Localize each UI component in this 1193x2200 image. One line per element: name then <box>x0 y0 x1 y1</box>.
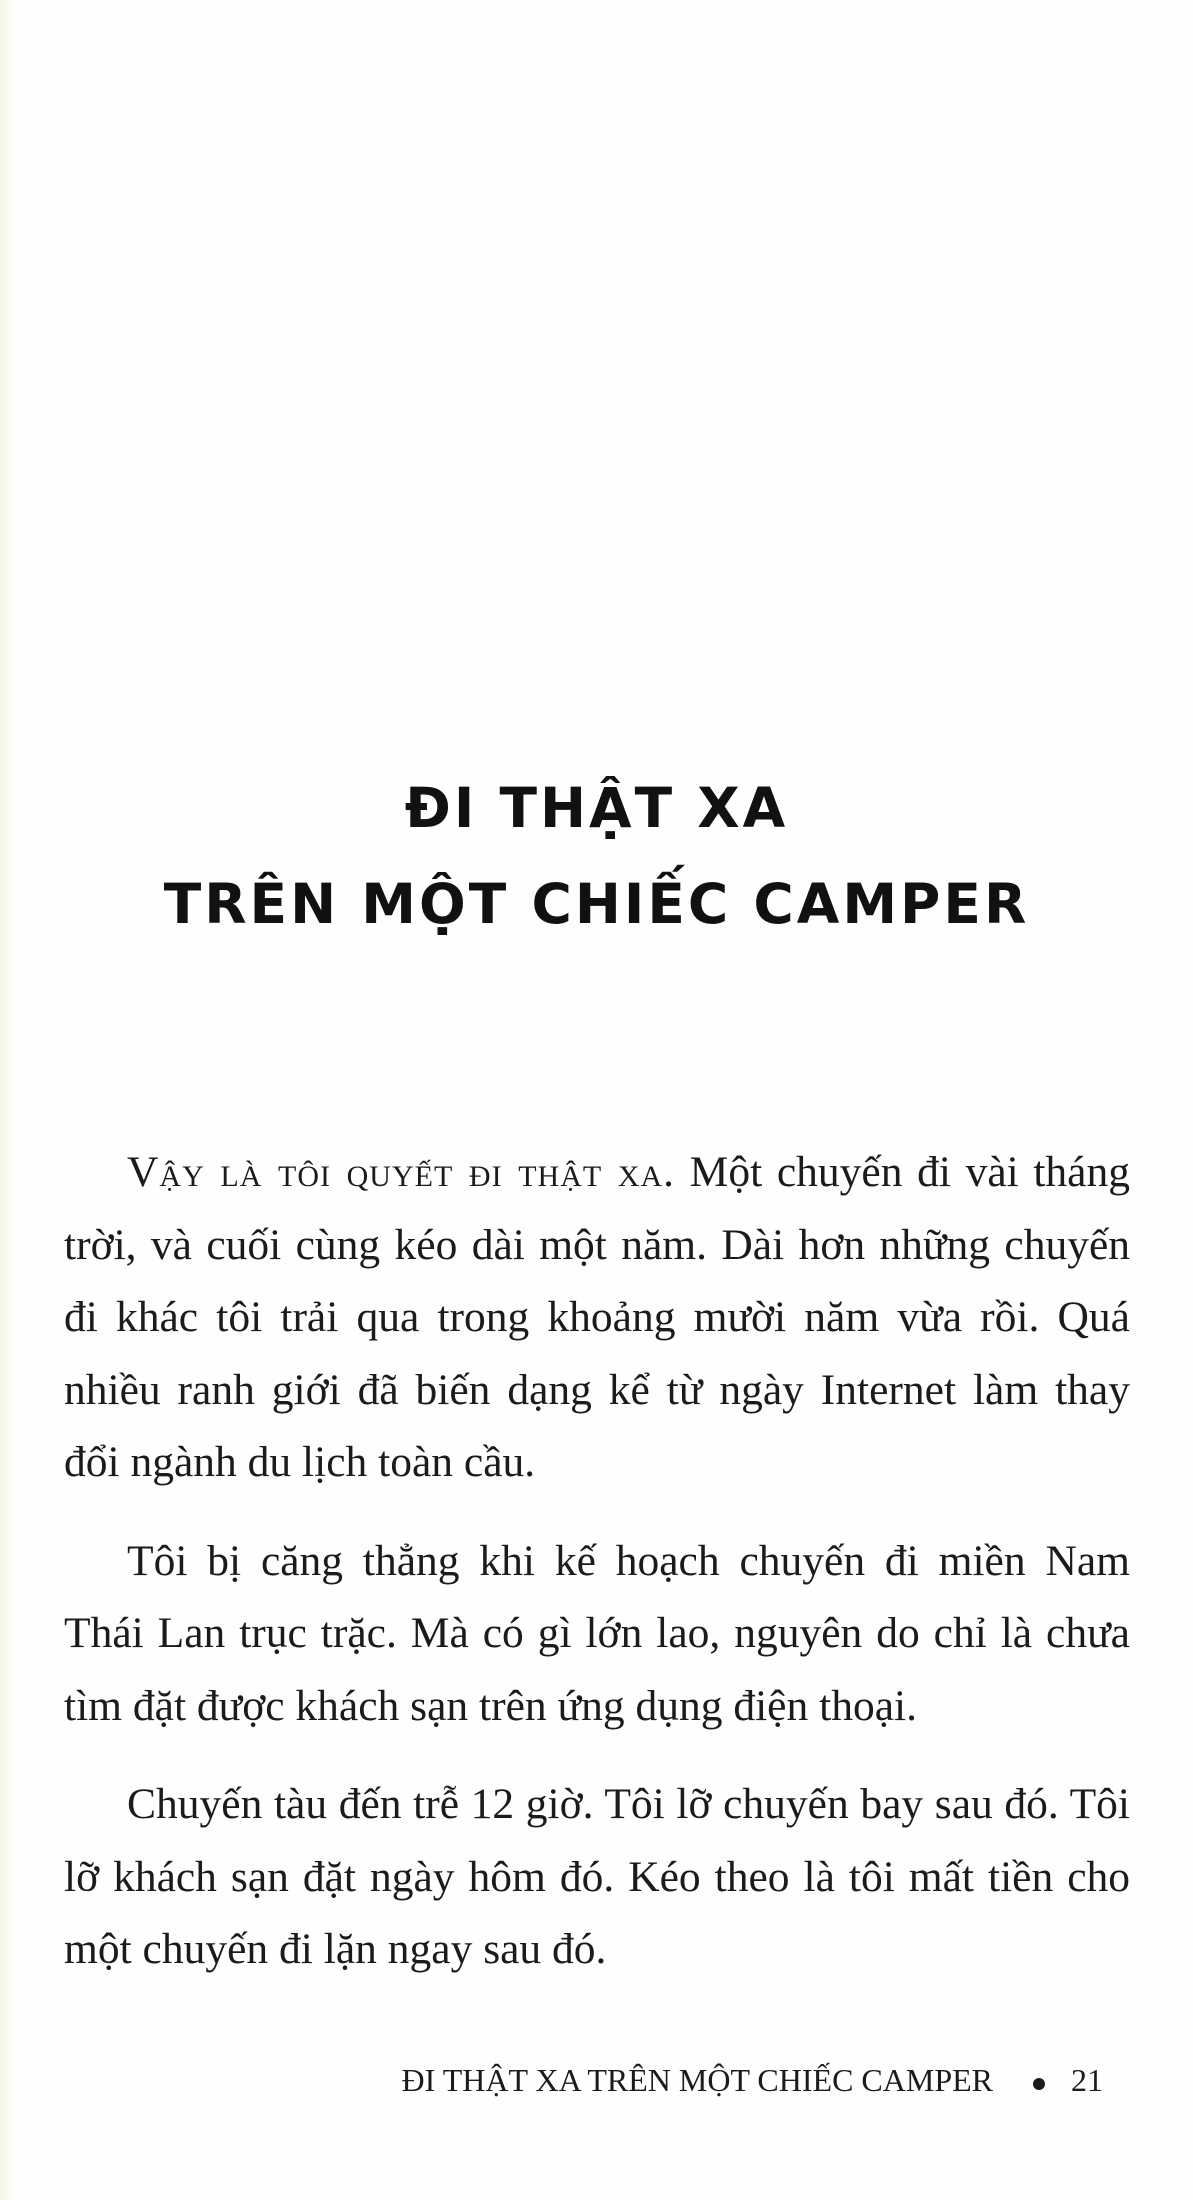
paragraph-1-lead-in: Vậy là tôi quyết đi thật xa. <box>127 1148 676 1196</box>
page-spine-shadow <box>0 0 14 2200</box>
chapter-title-line-1: ĐI THẬT XA <box>404 776 789 840</box>
chapter-body <box>64 1136 1130 2012</box>
bullet-icon <box>1033 2078 1045 2090</box>
running-footer <box>0 2062 1103 2099</box>
paragraph-3: Chuyến tàu đến trễ 12 giờ. Tôi lỡ chuyến bay sau đó. Tôi lỡ khách sạn đặt ngày hôm đó. Kéo theo là tôi mất tiền cho một chuyến đi lặn ngay sau đó. <box>64 1780 1130 1973</box>
chapter-title-line-2: TRÊN MỘT CHIẾC CAMPER <box>163 872 1030 936</box>
paragraph-2: Tôi bị căng thẳng khi kế hoạch chuyến đi miền Nam Thái Lan trục trặc. Mà có gì lớn lao, nguyên do chỉ là chưa tìm đặt được khách sạn trên ứng dụng điện thoại. <box>64 1536 1130 1730</box>
paragraph-1-text: Một chuyến đi vài tháng trời, và cuối cùng kéo dài một năm. Dài hơn những chuyến đi khác tôi trải qua trong khoảng mười năm vừa rồi. Quá nhiều ranh giới đã biến dạng kể từ ngày Internet làm thay đổi ngành du lịch toàn cầu. <box>64 1148 1130 1486</box>
chapter-title <box>0 760 1193 952</box>
running-title: ĐI THẬT XA TRÊN MỘT CHIẾC CAMPER <box>401 2062 993 2098</box>
page-number: 21 <box>1071 2062 1103 2098</box>
paragraph-1 <box>64 1136 1130 1499</box>
